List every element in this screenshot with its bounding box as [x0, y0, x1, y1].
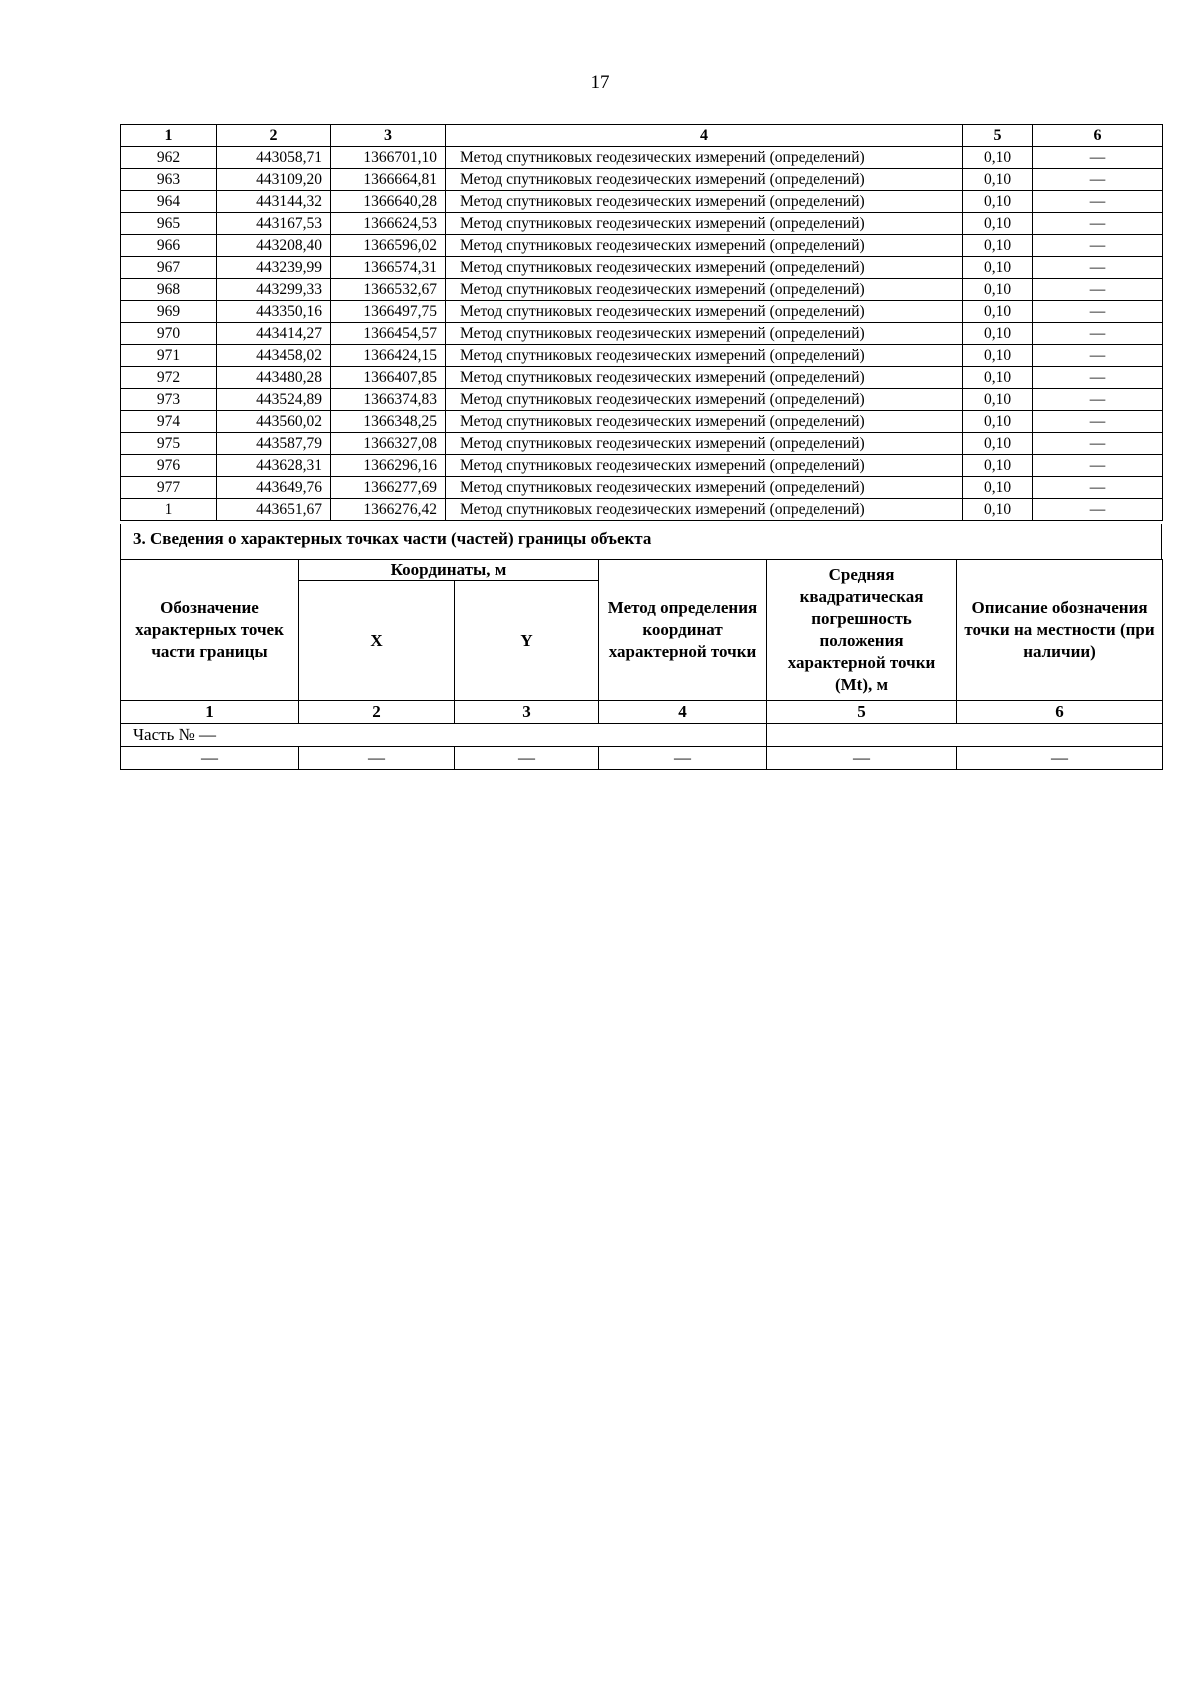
table-header-row [121, 125, 1163, 147]
table-cell: Метод спутниковых геодезических измерений (определений) [446, 323, 963, 345]
table-row [121, 455, 1163, 477]
table-cell: Метод спутниковых геодезических измерений (определений) [446, 345, 963, 367]
table-cell: — [1033, 433, 1163, 455]
table-cell: Метод спутниковых геодезических измерений (определений) [446, 411, 963, 433]
header-error: Средняя квадратическая погрешность положения характерной точки (Mt), м [767, 560, 957, 701]
part-table-numbers-row [121, 701, 1163, 724]
table-cell: 443058,71 [217, 147, 331, 169]
table-cell: 443524,89 [217, 389, 331, 411]
empty-cell: — [599, 747, 767, 770]
table-cell: 1366424,15 [331, 345, 446, 367]
table-cell: 1366624,53 [331, 213, 446, 235]
table-cell: 1366374,83 [331, 389, 446, 411]
column-number: 2 [299, 701, 455, 724]
header-x: X [299, 581, 455, 701]
column-number: 4 [599, 701, 767, 724]
table-cell: 0,10 [963, 477, 1033, 499]
empty-cell: — [455, 747, 599, 770]
table-cell: — [1033, 279, 1163, 301]
table-cell: 0,10 [963, 279, 1033, 301]
table-cell: 0,10 [963, 499, 1033, 521]
table-cell: 1366277,69 [331, 477, 446, 499]
table-row [121, 257, 1163, 279]
table-cell: 0,10 [963, 323, 1033, 345]
table-cell: 976 [121, 455, 217, 477]
table-row [121, 279, 1163, 301]
table-cell: 1366532,67 [331, 279, 446, 301]
table-row [121, 433, 1163, 455]
table-cell: Метод спутниковых геодезических измерений (определений) [446, 367, 963, 389]
table-cell: Метод спутниковых геодезических измерений (определений) [446, 191, 963, 213]
table-cell: Метод спутниковых геодезических измерений (определений) [446, 213, 963, 235]
table-cell: 968 [121, 279, 217, 301]
table-cell: 0,10 [963, 257, 1033, 279]
table-cell: 0,10 [963, 345, 1033, 367]
table-cell: 1 [121, 499, 217, 521]
table-cell: — [1033, 169, 1163, 191]
coordinates-table [120, 124, 1163, 521]
header-cell: 4 [446, 125, 963, 147]
table-cell: 971 [121, 345, 217, 367]
table-cell: 1366701,10 [331, 147, 446, 169]
table-cell: 969 [121, 301, 217, 323]
table-row [121, 345, 1163, 367]
table-body [121, 147, 1163, 521]
table-cell: 443649,76 [217, 477, 331, 499]
table-cell: — [1033, 345, 1163, 367]
table-cell: Метод спутниковых геодезических измерений (определений) [446, 235, 963, 257]
table-cell: — [1033, 477, 1163, 499]
table-cell: Метод спутниковых геодезических измерений (определений) [446, 455, 963, 477]
table-cell: — [1033, 323, 1163, 345]
header-cell: 5 [963, 125, 1033, 147]
empty-cell: — [767, 747, 957, 770]
table-row [121, 213, 1163, 235]
table-row [121, 169, 1163, 191]
table-cell: 967 [121, 257, 217, 279]
table-cell: — [1033, 147, 1163, 169]
table-cell: — [1033, 235, 1163, 257]
table-cell: Метод спутниковых геодезических измерений (определений) [446, 433, 963, 455]
page-number: 17 [590, 72, 610, 93]
header-cell: 6 [1033, 125, 1163, 147]
table-cell: 443208,40 [217, 235, 331, 257]
section-3-title-box [120, 524, 1162, 559]
table-row [121, 323, 1163, 345]
table-cell: — [1033, 367, 1163, 389]
table-cell: 443480,28 [217, 367, 331, 389]
table-cell: 443144,32 [217, 191, 331, 213]
table-cell: 0,10 [963, 389, 1033, 411]
table-cell: 1366348,25 [331, 411, 446, 433]
table-cell: 0,10 [963, 169, 1033, 191]
table-row [121, 191, 1163, 213]
table-cell: 0,10 [963, 235, 1033, 257]
empty-cell: — [121, 747, 299, 770]
table-cell: 1366296,16 [331, 455, 446, 477]
part-label: Часть № — [121, 724, 767, 747]
table-cell: 964 [121, 191, 217, 213]
section-3-title: 3. Сведения о характерных точках части (частей) границы объекта [133, 529, 652, 548]
table-cell: — [1033, 213, 1163, 235]
column-number: 6 [957, 701, 1163, 724]
column-number: 3 [455, 701, 599, 724]
table-cell: 0,10 [963, 191, 1033, 213]
table-cell: 977 [121, 477, 217, 499]
table-cell: 443651,67 [217, 499, 331, 521]
table-cell: — [1033, 301, 1163, 323]
table-cell: 443458,02 [217, 345, 331, 367]
table-cell: 1366276,42 [331, 499, 446, 521]
table-cell: 1366640,28 [331, 191, 446, 213]
table-cell: 963 [121, 169, 217, 191]
table-row [121, 367, 1163, 389]
part-empty-row [121, 747, 1163, 770]
table-cell: 972 [121, 367, 217, 389]
table-cell: Метод спутниковых геодезических измерений (определений) [446, 257, 963, 279]
table-cell: 962 [121, 147, 217, 169]
table-row [121, 499, 1163, 521]
table-cell: 965 [121, 213, 217, 235]
table-cell: 970 [121, 323, 217, 345]
empty-cell: — [957, 747, 1163, 770]
table-cell: 0,10 [963, 367, 1033, 389]
table-cell: Метод спутниковых геодезических измерений (определений) [446, 389, 963, 411]
table-cell: 443167,53 [217, 213, 331, 235]
table-cell: 0,10 [963, 147, 1033, 169]
table-cell: 1366327,08 [331, 433, 446, 455]
table-cell: Метод спутниковых геодезических измерений (определений) [446, 279, 963, 301]
table-cell: — [1033, 499, 1163, 521]
table-cell: — [1033, 411, 1163, 433]
part-label-empty [767, 724, 1163, 747]
header-description: Описание обозначения точки на местности (при наличии) [957, 560, 1163, 701]
table-cell: 1366407,85 [331, 367, 446, 389]
table-cell: 1366497,75 [331, 301, 446, 323]
table-cell: 975 [121, 433, 217, 455]
header-cell: 1 [121, 125, 217, 147]
table-row [121, 411, 1163, 433]
table-cell: 0,10 [963, 213, 1033, 235]
table-cell: Метод спутниковых геодезических измерений (определений) [446, 301, 963, 323]
table-cell: Метод спутниковых геодезических измерений (определений) [446, 477, 963, 499]
empty-cell: — [299, 747, 455, 770]
table-cell: 1366596,02 [331, 235, 446, 257]
table-row [121, 477, 1163, 499]
table-cell: Метод спутниковых геодезических измерений (определений) [446, 499, 963, 521]
table-cell: 0,10 [963, 433, 1033, 455]
header-y: Y [455, 581, 599, 701]
table-row [121, 147, 1163, 169]
table-cell: 0,10 [963, 455, 1033, 477]
table-cell: Метод спутниковых геодезических измерений (определений) [446, 169, 963, 191]
table-row [121, 301, 1163, 323]
part-label-row [121, 724, 1163, 747]
table-row [121, 235, 1163, 257]
table-cell: 973 [121, 389, 217, 411]
part-points-table [120, 559, 1163, 770]
table-cell: 443628,31 [217, 455, 331, 477]
table-cell: 974 [121, 411, 217, 433]
header-coordinates: Координаты, м [299, 560, 599, 581]
table-cell: 1366664,81 [331, 169, 446, 191]
table-cell: — [1033, 389, 1163, 411]
table-cell: 443299,33 [217, 279, 331, 301]
part-table-header-top [121, 560, 1163, 581]
header-cell: 2 [217, 125, 331, 147]
table-cell: — [1033, 191, 1163, 213]
table-cell: 443239,99 [217, 257, 331, 279]
table-cell: 0,10 [963, 301, 1033, 323]
table-cell: 443350,16 [217, 301, 331, 323]
header-designation: Обозначение характерных точек части границы [121, 560, 299, 701]
table-cell: 1366454,57 [331, 323, 446, 345]
table-cell: 1366574,31 [331, 257, 446, 279]
table-cell: 443109,20 [217, 169, 331, 191]
table-cell: 0,10 [963, 411, 1033, 433]
table-cell: 966 [121, 235, 217, 257]
table-cell: 443414,27 [217, 323, 331, 345]
column-number: 5 [767, 701, 957, 724]
table-cell: 443560,02 [217, 411, 331, 433]
table-cell: — [1033, 257, 1163, 279]
column-number: 1 [121, 701, 299, 724]
header-cell: 3 [331, 125, 446, 147]
header-method: Метод определения координат характерной точки [599, 560, 767, 701]
table-row [121, 389, 1163, 411]
table-cell: Метод спутниковых геодезических измерений (определений) [446, 147, 963, 169]
table-cell: — [1033, 455, 1163, 477]
table-cell: 443587,79 [217, 433, 331, 455]
